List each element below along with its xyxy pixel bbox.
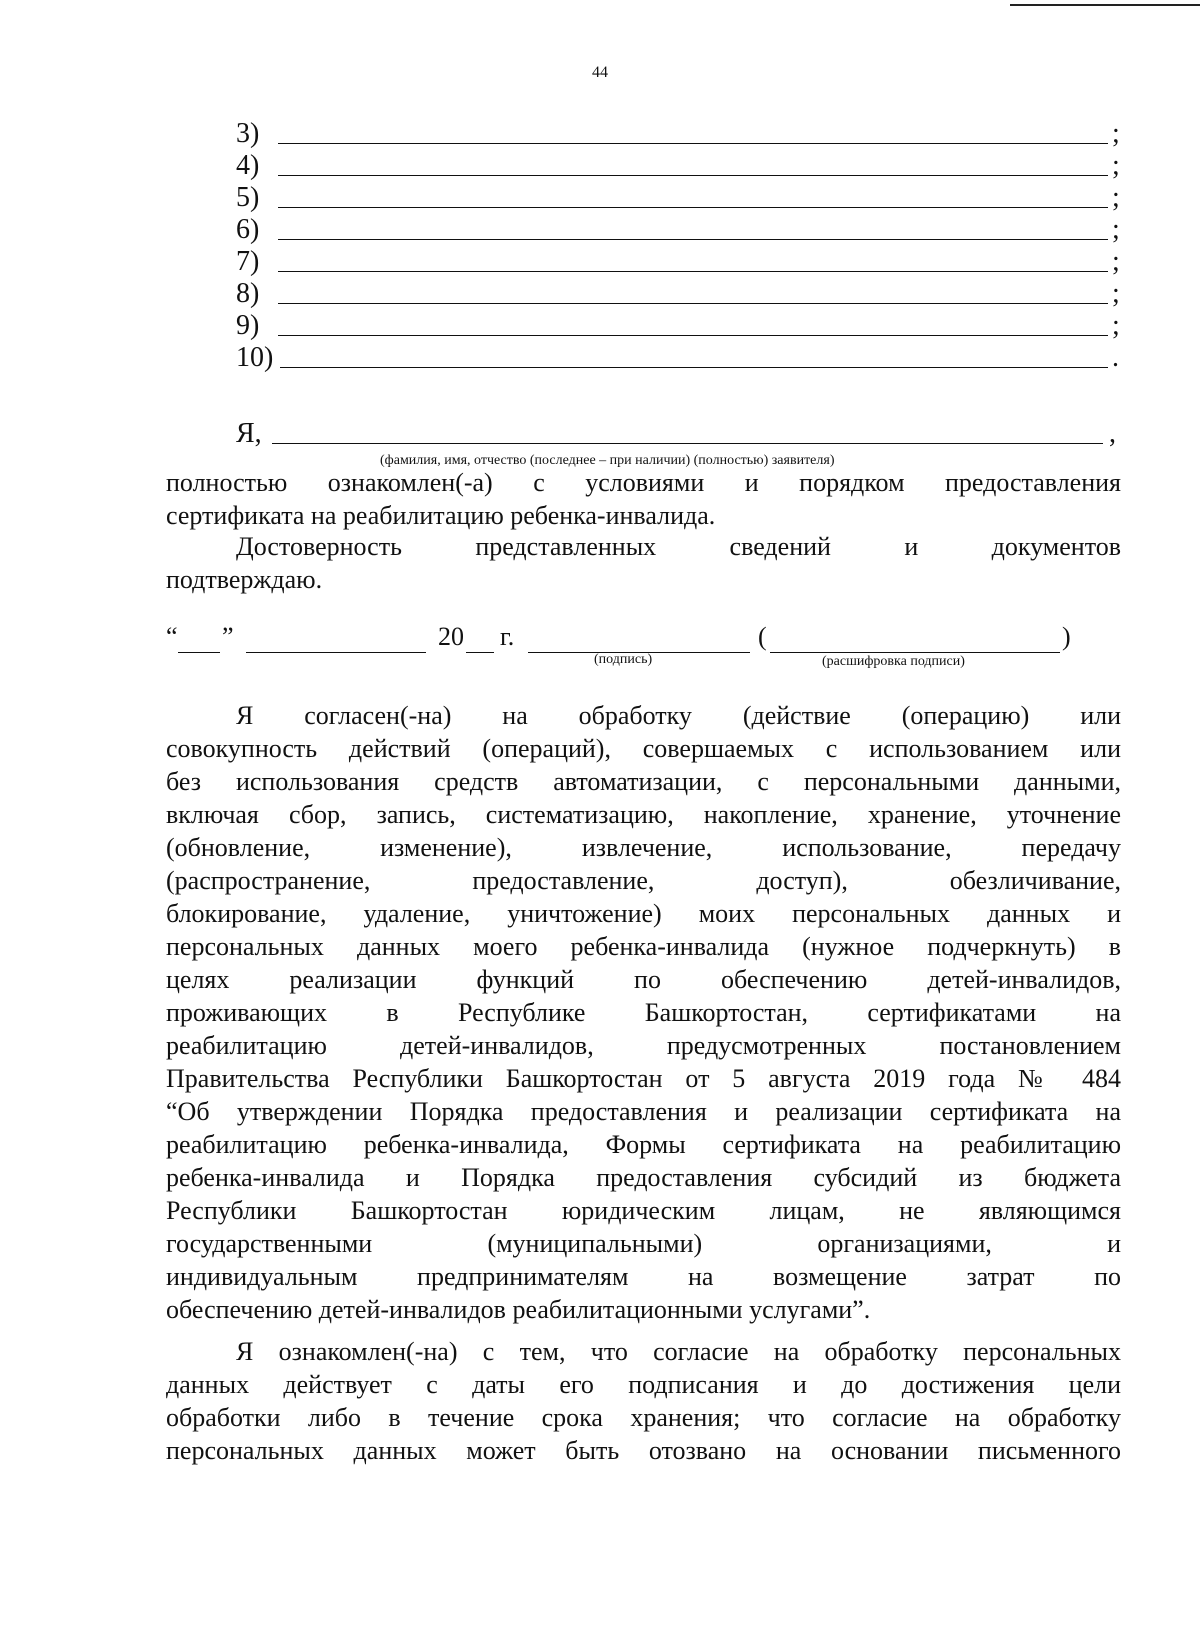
consent-line: включая сбор, запись, систематизацию, накопление, хранение, уточнение	[166, 800, 1121, 829]
list-item	[236, 308, 1122, 340]
consent-line: Республики Башкортостан юридическим лицам, не являющимся	[166, 1196, 1121, 1225]
list-item	[236, 340, 1122, 372]
item-terminator: .	[1112, 342, 1119, 373]
numbered-blank-list	[236, 116, 1122, 372]
year-suffix: г.	[500, 622, 515, 651]
item-label: 7)	[236, 246, 260, 277]
item-label: 6)	[236, 214, 260, 245]
page-number: 44	[592, 64, 608, 81]
blank-line[interactable]	[278, 271, 1108, 272]
consent-line: ребенка-инвалида и Порядка предоставления субсидий из бюджета	[166, 1163, 1121, 1192]
item-terminator: ;	[1112, 118, 1120, 149]
blank-line[interactable]	[278, 335, 1108, 336]
acquainted-line-2: сертификата на реабилитацию ребенка-инвалида.	[166, 501, 716, 530]
day-field[interactable]	[178, 652, 220, 653]
consent-line: обеспечению детей-инвалидов реабилитационными услугами”.	[166, 1295, 871, 1324]
blank-line[interactable]	[278, 175, 1108, 176]
list-item	[236, 180, 1122, 212]
consent-line: “Об утверждении Порядка предоставления и реализации сертификата на	[166, 1097, 1121, 1126]
notice-line: Я ознакомлен(-на) с тем, что согласие на обработку персональных	[236, 1337, 1121, 1366]
consent-line: целях реализации функций по обеспечению детей-инвалидов,	[166, 965, 1121, 994]
blank-line[interactable]	[278, 239, 1108, 240]
close-quote: ”	[222, 622, 234, 651]
notice-line: данных действует с даты его подписания и до достижения цели	[166, 1370, 1121, 1399]
year-prefix: 20	[438, 622, 464, 651]
consent-line: блокирование, удаление, уничтожение) моих персональных данных и	[166, 899, 1121, 928]
item-terminator: ;	[1112, 246, 1120, 277]
confirm-line-1: Достоверность представленных сведений и документов	[236, 532, 1121, 561]
list-item	[236, 276, 1122, 308]
item-label: 8)	[236, 278, 260, 309]
signature-decoding-field[interactable]	[770, 652, 1060, 653]
acquainted-line-1: полностью ознакомлен(-а) с условиями и порядком предоставления	[166, 468, 1121, 497]
notice-line: персональных данных может быть отозвано на основании письменного	[166, 1436, 1121, 1465]
blank-line[interactable]	[278, 303, 1108, 304]
confirm-line-2: подтверждаю.	[166, 565, 323, 594]
item-label: 3)	[236, 118, 260, 149]
notice-line: обработки либо в течение срока хранения; что согласие на обработку	[166, 1403, 1121, 1432]
corner-rule	[1010, 4, 1200, 6]
item-label: 9)	[236, 310, 260, 341]
item-label: 5)	[236, 182, 260, 213]
year-field[interactable]	[466, 652, 494, 653]
item-terminator: ;	[1112, 310, 1120, 341]
list-item	[236, 244, 1122, 276]
applicant-prefix: Я,	[236, 418, 262, 449]
blank-line[interactable]	[278, 207, 1108, 208]
consent-line: Правительства Республики Башкортостан от 5 августа 2019 года № 484	[166, 1064, 1121, 1093]
item-terminator: ;	[1112, 150, 1120, 181]
paren-close: )	[1062, 622, 1071, 651]
paren-open: (	[758, 622, 767, 651]
item-terminator: ;	[1112, 214, 1120, 245]
item-label: 4)	[236, 150, 260, 181]
list-item	[236, 148, 1122, 180]
item-terminator: ;	[1112, 182, 1120, 213]
open-quote: “	[166, 622, 178, 651]
consent-line: персональных данных моего ребенка-инвалида (нужное подчеркнуть) в	[166, 932, 1121, 961]
decoding-caption: (расшифровка подписи)	[822, 654, 965, 669]
consent-line: проживающих в Республике Башкортостан, сертификатами на	[166, 998, 1121, 1027]
applicant-name-field[interactable]	[272, 443, 1103, 444]
consent-line: совокупность действий (операций), совершаемых с использованием или	[166, 734, 1121, 763]
consent-line: государственными (муниципальными) организациями, и	[166, 1229, 1121, 1258]
item-label: 10)	[236, 342, 274, 373]
blank-line[interactable]	[278, 143, 1108, 144]
consent-line: без использования средств автоматизации, с персональными данными,	[166, 767, 1121, 796]
signature-caption: (подпись)	[594, 652, 653, 667]
applicant-caption: (фамилия, имя, отчество (последнее – при наличии) (полностью) заявителя)	[380, 453, 835, 468]
list-item	[236, 116, 1122, 148]
consent-line: реабилитацию детей-инвалидов, предусмотренных постановлением	[166, 1031, 1121, 1060]
applicant-suffix: ,	[1109, 418, 1116, 449]
applicant-name-row	[236, 418, 1116, 450]
item-terminator: ;	[1112, 278, 1120, 309]
consent-line: реабилитацию ребенка-инвалида, Формы сертификата на реабилитацию	[166, 1130, 1121, 1159]
consent-line: индивидуальным предпринимателям на возмещение затрат по	[166, 1262, 1121, 1291]
consent-line: (обновление, изменение), извлечение, использование, передачу	[166, 833, 1121, 862]
list-item	[236, 212, 1122, 244]
consent-line: (распространение, предоставление, доступ), обезличивание,	[166, 866, 1121, 895]
month-field[interactable]	[246, 652, 426, 653]
consent-line: Я согласен(-на) на обработку (действие (операцию) или	[236, 701, 1121, 730]
blank-line[interactable]	[280, 367, 1108, 368]
